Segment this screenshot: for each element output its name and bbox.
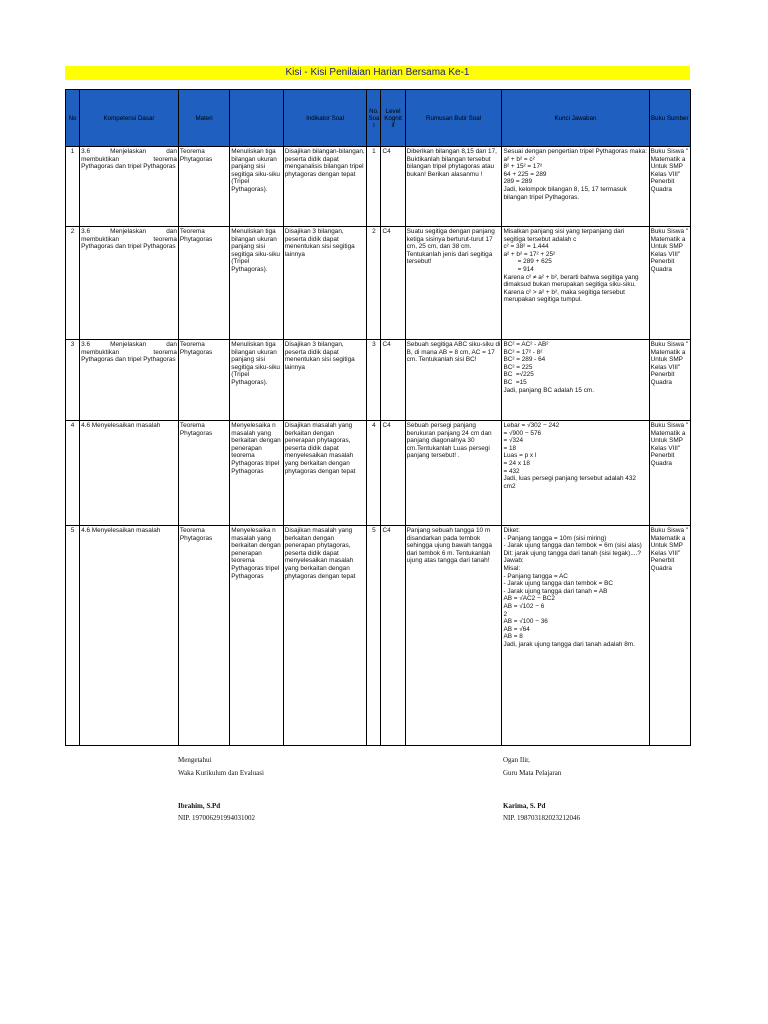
kunci-line: AB = √AC2 − BC2 — [503, 595, 555, 603]
cell-kunci — [502, 526, 649, 746]
kunci-line: Diket: — [503, 527, 520, 534]
cell-kompetensi: 4.6 Menyelesaikan masalah — [80, 526, 179, 746]
cell-materi: Teorema Phytagoras — [178, 421, 229, 526]
kunci-line: Jadi, panjang BC adalah 15 cm. — [503, 386, 595, 394]
right-signature-line2: Guru Mata Pelajaran — [503, 769, 562, 777]
table-row — [66, 421, 691, 526]
left-signature-nip: NIP. 197006291994031002 — [178, 814, 256, 822]
kunci-line: 2 — [503, 610, 507, 618]
kunci-line: c² = 38² = 1.444 — [503, 243, 549, 251]
cell-no: 2 — [66, 227, 80, 340]
kunci-line: AB = √102 − 6 — [503, 602, 545, 610]
kunci-line: - Panjang tangga = 10m (sisi miring) — [503, 534, 607, 542]
header-kunci: Kunci Jawaban — [502, 90, 649, 147]
cell-no: 4 — [66, 421, 80, 526]
kunci-line: Karena c² ≠ a² + b², berarti bahwa segitiga yang dimaksud bukan merupakan segitiga siku-siku. — [503, 273, 639, 289]
kunci-line: Luas = p x l — [503, 452, 537, 460]
kunci-line: 8² + 15² = 17² — [503, 163, 543, 171]
kunci-line: BC² = 289 - 64 — [503, 356, 546, 364]
right-signature-name: Karima, S. Pd — [503, 802, 546, 810]
kunci-line: a² + b² = c² — [503, 155, 535, 163]
cell-kompetensi: 3.6 Menjelaskan dan membuktikan teorema Pythagoras dan tripel Pythagoras — [80, 147, 179, 227]
cell-buku: Buku Siswa " Matematik a Untuk SMP Kelas VIII" Penerbit Quadra — [649, 421, 690, 526]
table-row — [66, 340, 691, 421]
cell-indikator: Disajikan 3 bilangan, peserta didik dapat menentukan sisi segitiga lainnya — [283, 227, 367, 340]
cell-kunci — [502, 340, 649, 421]
header-blank — [230, 90, 283, 147]
cell-no-soal: 2 — [367, 227, 381, 340]
cell-kegiatan: Menuliskan tiga bilangan ukuran panjang sisi segitiga siku-siku (Tripel Pythagoras). — [230, 227, 283, 340]
cell-no: 3 — [66, 340, 80, 421]
kisi-table — [65, 89, 691, 746]
cell-buku: Buku Siswa " Matematik a Untuk SMP Kelas VIII" Penerbit Quadra — [649, 147, 690, 227]
kunci-line: - Jarak ujung tangga dan tembok = 6m (sisi alas) — [503, 542, 642, 550]
header-kompetensi: Kompetensi Dasar — [80, 90, 179, 147]
header-indikator: Indikator Soal — [283, 90, 367, 147]
kunci-line: = 18 — [503, 444, 517, 452]
kunci-line: 64 + 225 = 289 — [503, 170, 547, 178]
cell-buku: Buku Siswa " Matematik a Untuk SMP Kelas VIII" Penerbit Quadra — [649, 340, 690, 421]
document-title: Kisi - Kisi Penilaian Harian Bersama Ke-1 — [65, 66, 690, 80]
cell-kunci — [502, 421, 649, 526]
kunci-line: BC =√225 — [503, 371, 534, 379]
cell-kunci — [502, 227, 649, 340]
kunci-line: = 289 + 625 — [503, 258, 552, 266]
header-buku: Buku Sumber — [649, 90, 690, 147]
cell-buku: Buku Siswa " Matematik a Untuk SMP Kelas VIII" Penerbit Quadra — [649, 526, 690, 746]
cell-indikator: Disajikan 3 bilangan, peserta didik dapat menentukan sisi segitiga lainnya — [283, 340, 367, 421]
cell-no-soal: 4 — [367, 421, 381, 526]
cell-no-soal: 5 — [367, 526, 381, 746]
cell-rumusan: Sebuah segitiga ABC siku-siku di B, di mana AB = 8 cm, AC = 17 cm. Tentukanlah sisi BC! — [405, 340, 502, 421]
cell-level: C4 — [381, 147, 405, 227]
right-signature-nip: NIP. 198703182023212046 — [503, 814, 581, 822]
kunci-line: Jadi, kelompok bilangan 8, 15, 17 termasuk bilangan tripel Pythagoras. — [503, 185, 627, 201]
kunci-line: = 914 — [503, 265, 534, 273]
cell-rumusan: Sebuah persegi panjang berukuran panjang 24 cm dan panjang diagonalnya 30 cm.Tentukanlah Luas persegi panjang tersebut! . — [405, 421, 502, 526]
right-signature-line1: Ogan Ilir, — [503, 756, 530, 764]
kunci-line: Lebar = √302 − 242 — [503, 422, 560, 429]
cell-no: 1 — [66, 147, 80, 227]
kunci-line: AB = √100 − 36 — [503, 618, 548, 626]
cell-materi: Teorema Phytagoras — [178, 340, 229, 421]
cell-no-soal: 1 — [367, 147, 381, 227]
kunci-line: - Panjang tangga = AC — [503, 572, 568, 580]
cell-rumusan: Suatu segitiga dengan panjang ketiga sisinya berturut-turut 17 cm, 25 cm, dan 38 cm. Tentukanlah jenis dari segitiga tersebut! — [405, 227, 502, 340]
kunci-line: = √900 − 576 — [503, 429, 542, 437]
cell-rumusan: Panjang sebuah tangga 10 m disandarkan pada tembok sehingga ujung bawah tangga dari tembok 6 m. Tentukanlah ujung atas tangga dari tanah! — [405, 526, 502, 746]
kunci-line: AB = 8 — [503, 633, 523, 641]
cell-indikator: Disajikan masalah yang berkaitan dengan penerapan phytagoras, peserta didik dapat menyelesaikan masalah yang berkaitan dengan phytagoras dengan tepat — [283, 421, 367, 526]
kunci-line: a² + b² = 17² + 25² — [503, 250, 556, 258]
header-no: No — [66, 90, 80, 147]
cell-indikator: Disajikan bilangan-bilangan, peserta didik dapat menganalisis bilangan tripel phytagoras dengan tepat — [283, 147, 367, 227]
kunci-line: Misal: — [503, 564, 521, 572]
left-signature-line1: Mengetahui — [178, 756, 212, 764]
kunci-line: Karena c² > a² + b², maka segitiga tersebut merupakan segitiga tumpul. — [503, 288, 625, 304]
kunci-line: BC² = AC² - AB² — [503, 341, 549, 348]
table-header-row — [66, 90, 691, 147]
kunci-line: Dit: jarak ujung tangga dari tanah (sisi tegak)....? — [503, 549, 641, 557]
cell-rumusan: Diberikan bilangan 8,15 dan 17, Buktikanlah bilangan tersebut bilangan tripel phytagoras atau bukan! Berikan alasanmu ! — [405, 147, 502, 227]
table-row — [66, 526, 691, 746]
table-row — [66, 147, 691, 227]
cell-level: C4 — [381, 340, 405, 421]
cell-level: C4 — [381, 227, 405, 340]
cell-materi: Teorema Phytagoras — [178, 227, 229, 340]
cell-no: 5 — [66, 526, 80, 746]
header-level: Level Kognit if — [381, 90, 405, 147]
kunci-line: Misalkan panjang sisi yang terpanjang dari segitiga tersebut adalah c — [503, 228, 625, 243]
cell-kegiatan: Menuliskan tiga bilangan ukuran panjang sisi segitiga siku-siku (Tripel Pythagoras). — [230, 147, 283, 227]
kunci-line: BC² = 225 — [503, 363, 533, 371]
cell-buku: Buku Siswa " Matematik a Untuk SMP Kelas VIII" Penerbit Quadra — [649, 227, 690, 340]
kunci-line: - Jarak ujung tangga dari tanah = AB — [503, 587, 608, 595]
kunci-line: - Jarak ujung tangga dan tembok = BC — [503, 580, 614, 588]
kunci-line: = 24 x 18 — [503, 459, 530, 467]
cell-materi: Teorema Phytagoras — [178, 526, 229, 746]
header-no-soal: No. Soal — [367, 90, 381, 147]
cell-kegiatan: Menyelesaika n masalah yang berkaitan dengan penerapan teorema Pythagoras tripel Pythagoras — [230, 421, 283, 526]
cell-indikator: Disajikan masalah yang berkaitan dengan penerapan phytagoras, peserta didik dapat menyelesaikan masalah yang berkaitan dengan phytagoras dengan tepat — [283, 526, 367, 746]
kunci-line: BC² = 17² - 8² — [503, 348, 543, 356]
kunci-line: Jawab: — [503, 557, 524, 565]
left-signature-line2: Waka Kurikulum dan Evaluasi — [178, 769, 264, 777]
left-signature-name: Ibrahim, S.Pd — [178, 802, 221, 810]
kunci-line: Jadi, luas persegi panjang tersebut adalah 432 cm2 — [503, 475, 636, 490]
cell-kompetensi: 3.6 Menjelaskan dan membuktikan teorema Pythagoras dan tripel Pythagoras — [80, 227, 179, 340]
cell-level: C4 — [381, 526, 405, 746]
cell-kompetensi: 3.6 Menjelaskan dan membuktikan teorema Pythagoras dan tripel Pythagoras — [80, 340, 179, 421]
cell-no-soal: 3 — [367, 340, 381, 421]
cell-kunci — [502, 147, 649, 227]
kunci-line: = 432 — [503, 467, 520, 475]
kunci-line: 289 = 289 — [503, 178, 533, 186]
header-rumusan: Rumusan Butir Soal — [405, 90, 502, 147]
cell-materi: Teorema Phytagoras — [178, 147, 229, 227]
kunci-line: Jadi, jarak ujung tangga dari tanah adalah 8m. — [503, 640, 635, 648]
table-row — [66, 227, 691, 340]
kunci-line: BC =15 — [503, 378, 527, 386]
cell-kompetensi: 4.6 Menyelesaikan masalah — [80, 421, 179, 526]
cell-level: C4 — [381, 421, 405, 526]
header-materi: Materi — [178, 90, 229, 147]
kunci-line: = √324 — [503, 437, 524, 445]
cell-kegiatan: Menuliskan tiga bilangan ukuran panjang sisi segitiga siku-siku (Tripel Pythagoras). — [230, 340, 283, 421]
kunci-line: Sesuai dengan pengertian tripel Pythagoras maka: — [503, 148, 647, 155]
cell-kegiatan: Menyelesaika n masalah yang berkaitan dengan penerapan teorema Pythagoras tripel Pythagoras — [230, 526, 283, 746]
kunci-line: AB = √64 — [503, 625, 530, 633]
